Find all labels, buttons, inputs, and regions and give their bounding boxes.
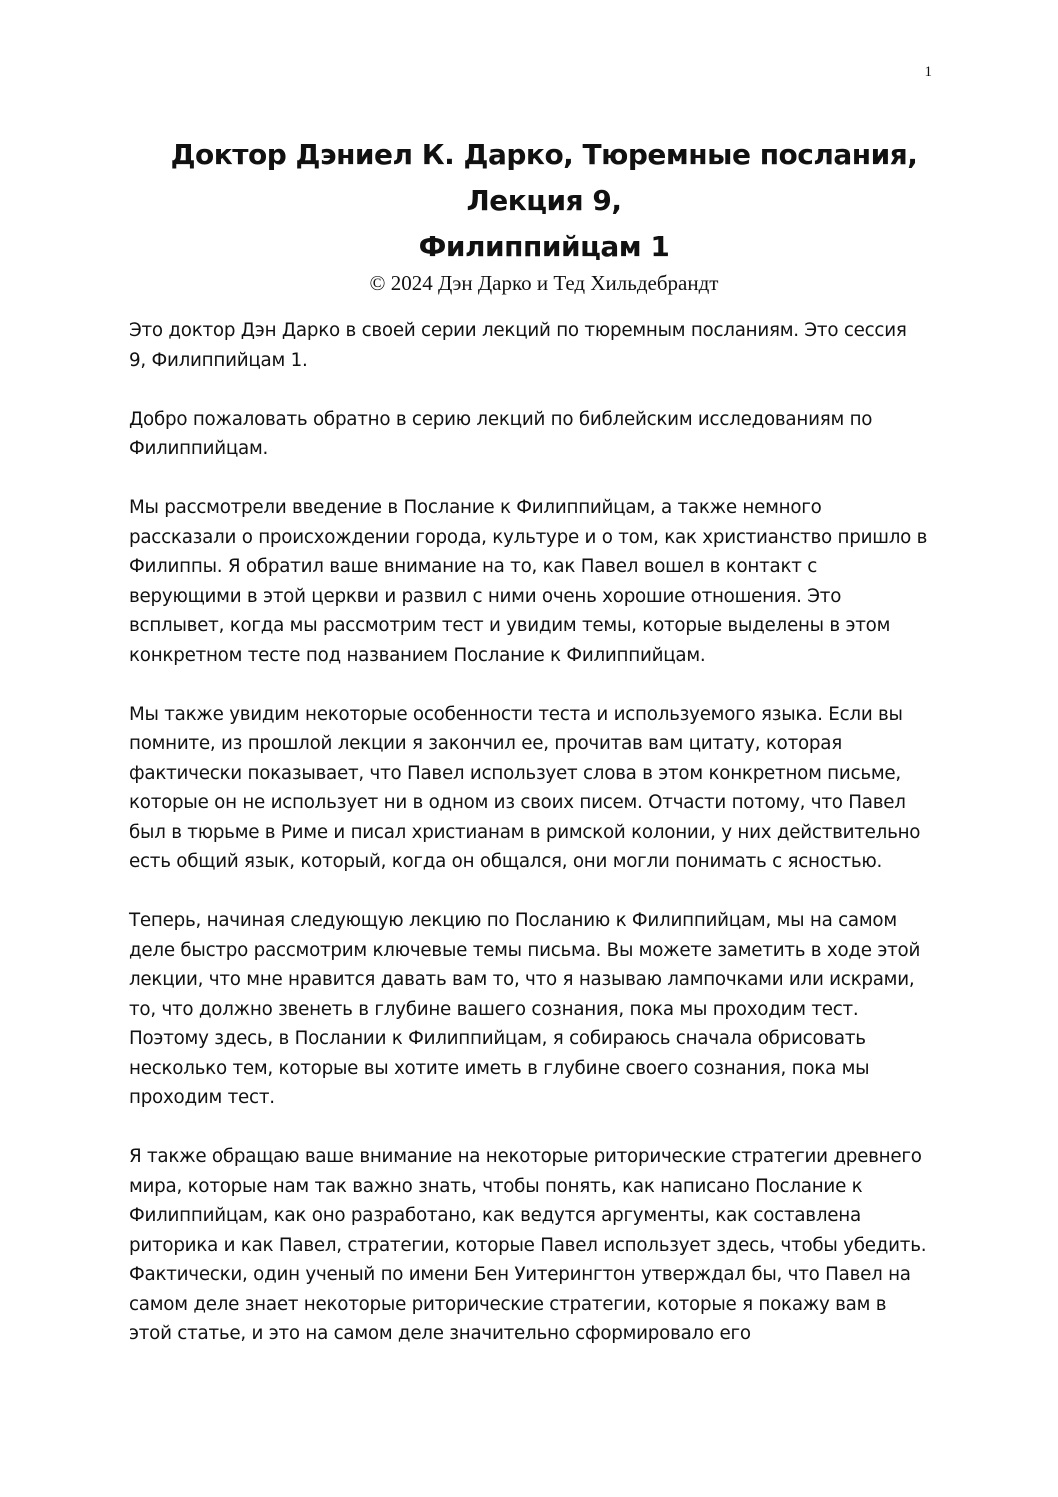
paragraph-1: Это доктор Дэн Дарко в своей серии лекций по тюремным посланиям. Это сессия 9, Филиппийцам 1. (129, 320, 907, 371)
paragraph-4: Мы также увидим некоторые особенности теста и используемого языка. Если вы помните, из прошлой лекции я закончил ее, прочитав вам цитату, которая фактически показывает, что Павел использует слова в этом конкретном письме, которые он не использует ни в одном из своих писем. Отчасти потому, что Павел был в тюрьме в Риме и писал христианам в римской колонии, у них действительно есть общий язык, который, когда он общался, они могли понимать с ясностью. (129, 703, 921, 872)
paragraph-5: Теперь, начиная следующую лекцию по Посланию к Филиппийцам, мы на самом деле быстро рассмотрим ключевые темы письма. Вы можете заметить в ходе этой лекции, что мне нравится давать вам то, что я называю лампочками или искрами, то, что должно звенеть в глубине вашего сознания, пока мы проходим тест. Поэтому здесь, в Послании к Филиппийцам, я собираюсь сначала обрисовать несколько тем, которые вы хотите иметь в глубине своего сознания, пока мы проходим тест. (129, 910, 921, 1108)
body-text (129, 316, 929, 1378)
paragraph-6: Я также обращаю ваше внимание на некоторые риторические стратегии древнего мира, которые нам так важно знать, чтобы понять, как написано Послание к Филиппийцам, как оно разработано, как ведутся аргументы, как составлена риторика и как Павел, стратегии, которые Павел использует здесь, чтобы убедить. Фактически, один ученый по имени Бен Уитерингтон утверждал бы, что Павел на самом деле знает некоторые риторические стратегии, которые я покажу вам в этой статье, и это на самом деле значительно сформировало его (129, 1146, 927, 1344)
document-title-line-1: Доктор Дэниел К. Дарко, Тюремные послания, (170, 138, 918, 171)
paragraph-2: Добро пожаловать обратно в серию лекций по библейским исследованиям по Филиппийцам. (129, 408, 873, 459)
paragraph-3: Мы рассмотрели введение в Послание к Филиппийцам, а также немного рассказали о происхождении города, культуре и о том, как христианство пришло в Филиппы. Я обратил ваше внимание на то, как Павел вошел в контакт с верующими в этой церкви и развил с ними очень хорошие отношения. Это всплывет, когда мы рассмотрим тест и увидим темы, которые выделены в этом конкретном тесте под названием Послание к Филиппийцам. (129, 497, 928, 666)
document-title-line-3: Филиппийцам 1 (418, 230, 670, 263)
title-block (100, 132, 988, 296)
page-number: 1 (924, 64, 932, 80)
document-title-line-2: Лекция 9, (466, 184, 622, 217)
copyright-notice: © 2024 Дэн Дарко и Тед Хильдебрандт (369, 271, 719, 295)
